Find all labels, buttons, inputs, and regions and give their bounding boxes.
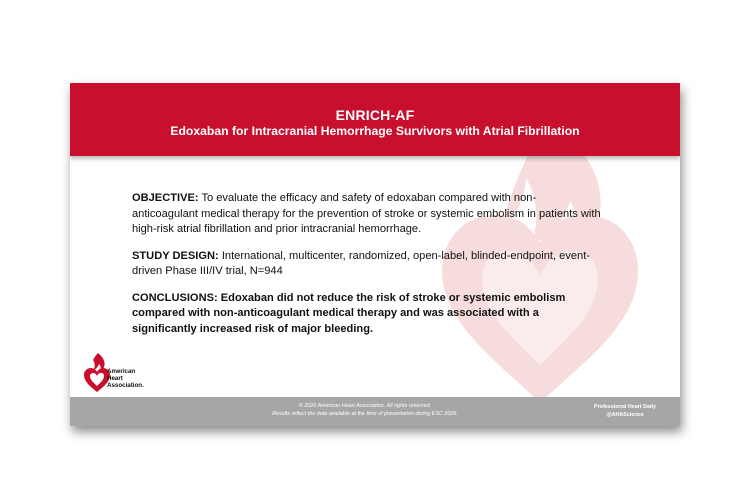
study-design-paragraph <box>132 249 602 280</box>
logo-line-3: Association. <box>107 381 144 389</box>
slide-body <box>132 191 602 348</box>
slide <box>70 83 680 426</box>
footer-social-title: Professional Heart Daily <box>593 404 657 410</box>
conclusions-paragraph <box>132 291 602 338</box>
aha-logo-wordmark <box>107 369 144 389</box>
footer-copyright: © 2026 American Heart Association. All rights reserved. <box>298 403 432 409</box>
footer-social <box>580 404 670 419</box>
footer-note: Results reflect the data available at the time of presentation during ESC 2026. <box>272 411 458 418</box>
objective-label: OBJECTIVE: <box>132 192 199 204</box>
header-banner <box>70 83 680 156</box>
logo-line-1: American <box>107 368 136 375</box>
slide-subtitle: Edoxaban for Intracranial Hemorrhage Survivors with Atrial Fibrillation <box>170 124 580 138</box>
study-design-label: STUDY DESIGN: <box>132 249 219 262</box>
conclusions-label: CONCLUSIONS: <box>132 291 218 304</box>
study-design-text: International, multicenter, randomized, open-label, blinded-endpoint, event-driven Phase III/IV trial, N=944 <box>132 249 590 277</box>
objective-text: To evaluate the efficacy and safety of edoxaban compared with non-anticoagulant medical therapy for the prevention of stroke or systemic embolism in patients with high-risk atrial fibrillation and prior intracranial hemorrhage. <box>132 192 601 235</box>
footer-social-handle: @AHAScience <box>606 411 644 418</box>
footer-bar <box>70 397 680 426</box>
slide-title: ENRICH-AF <box>335 107 415 123</box>
objective-paragraph <box>132 191 602 238</box>
logo-line-2: Heart <box>107 374 123 382</box>
conclusions-text: Edoxaban did not reduce the risk of stroke or systemic embolism compared with non-anticoagulant medical therapy and was associated with a significantly increased risk of major bleeding. <box>132 291 566 335</box>
footer-legal <box>220 402 510 419</box>
